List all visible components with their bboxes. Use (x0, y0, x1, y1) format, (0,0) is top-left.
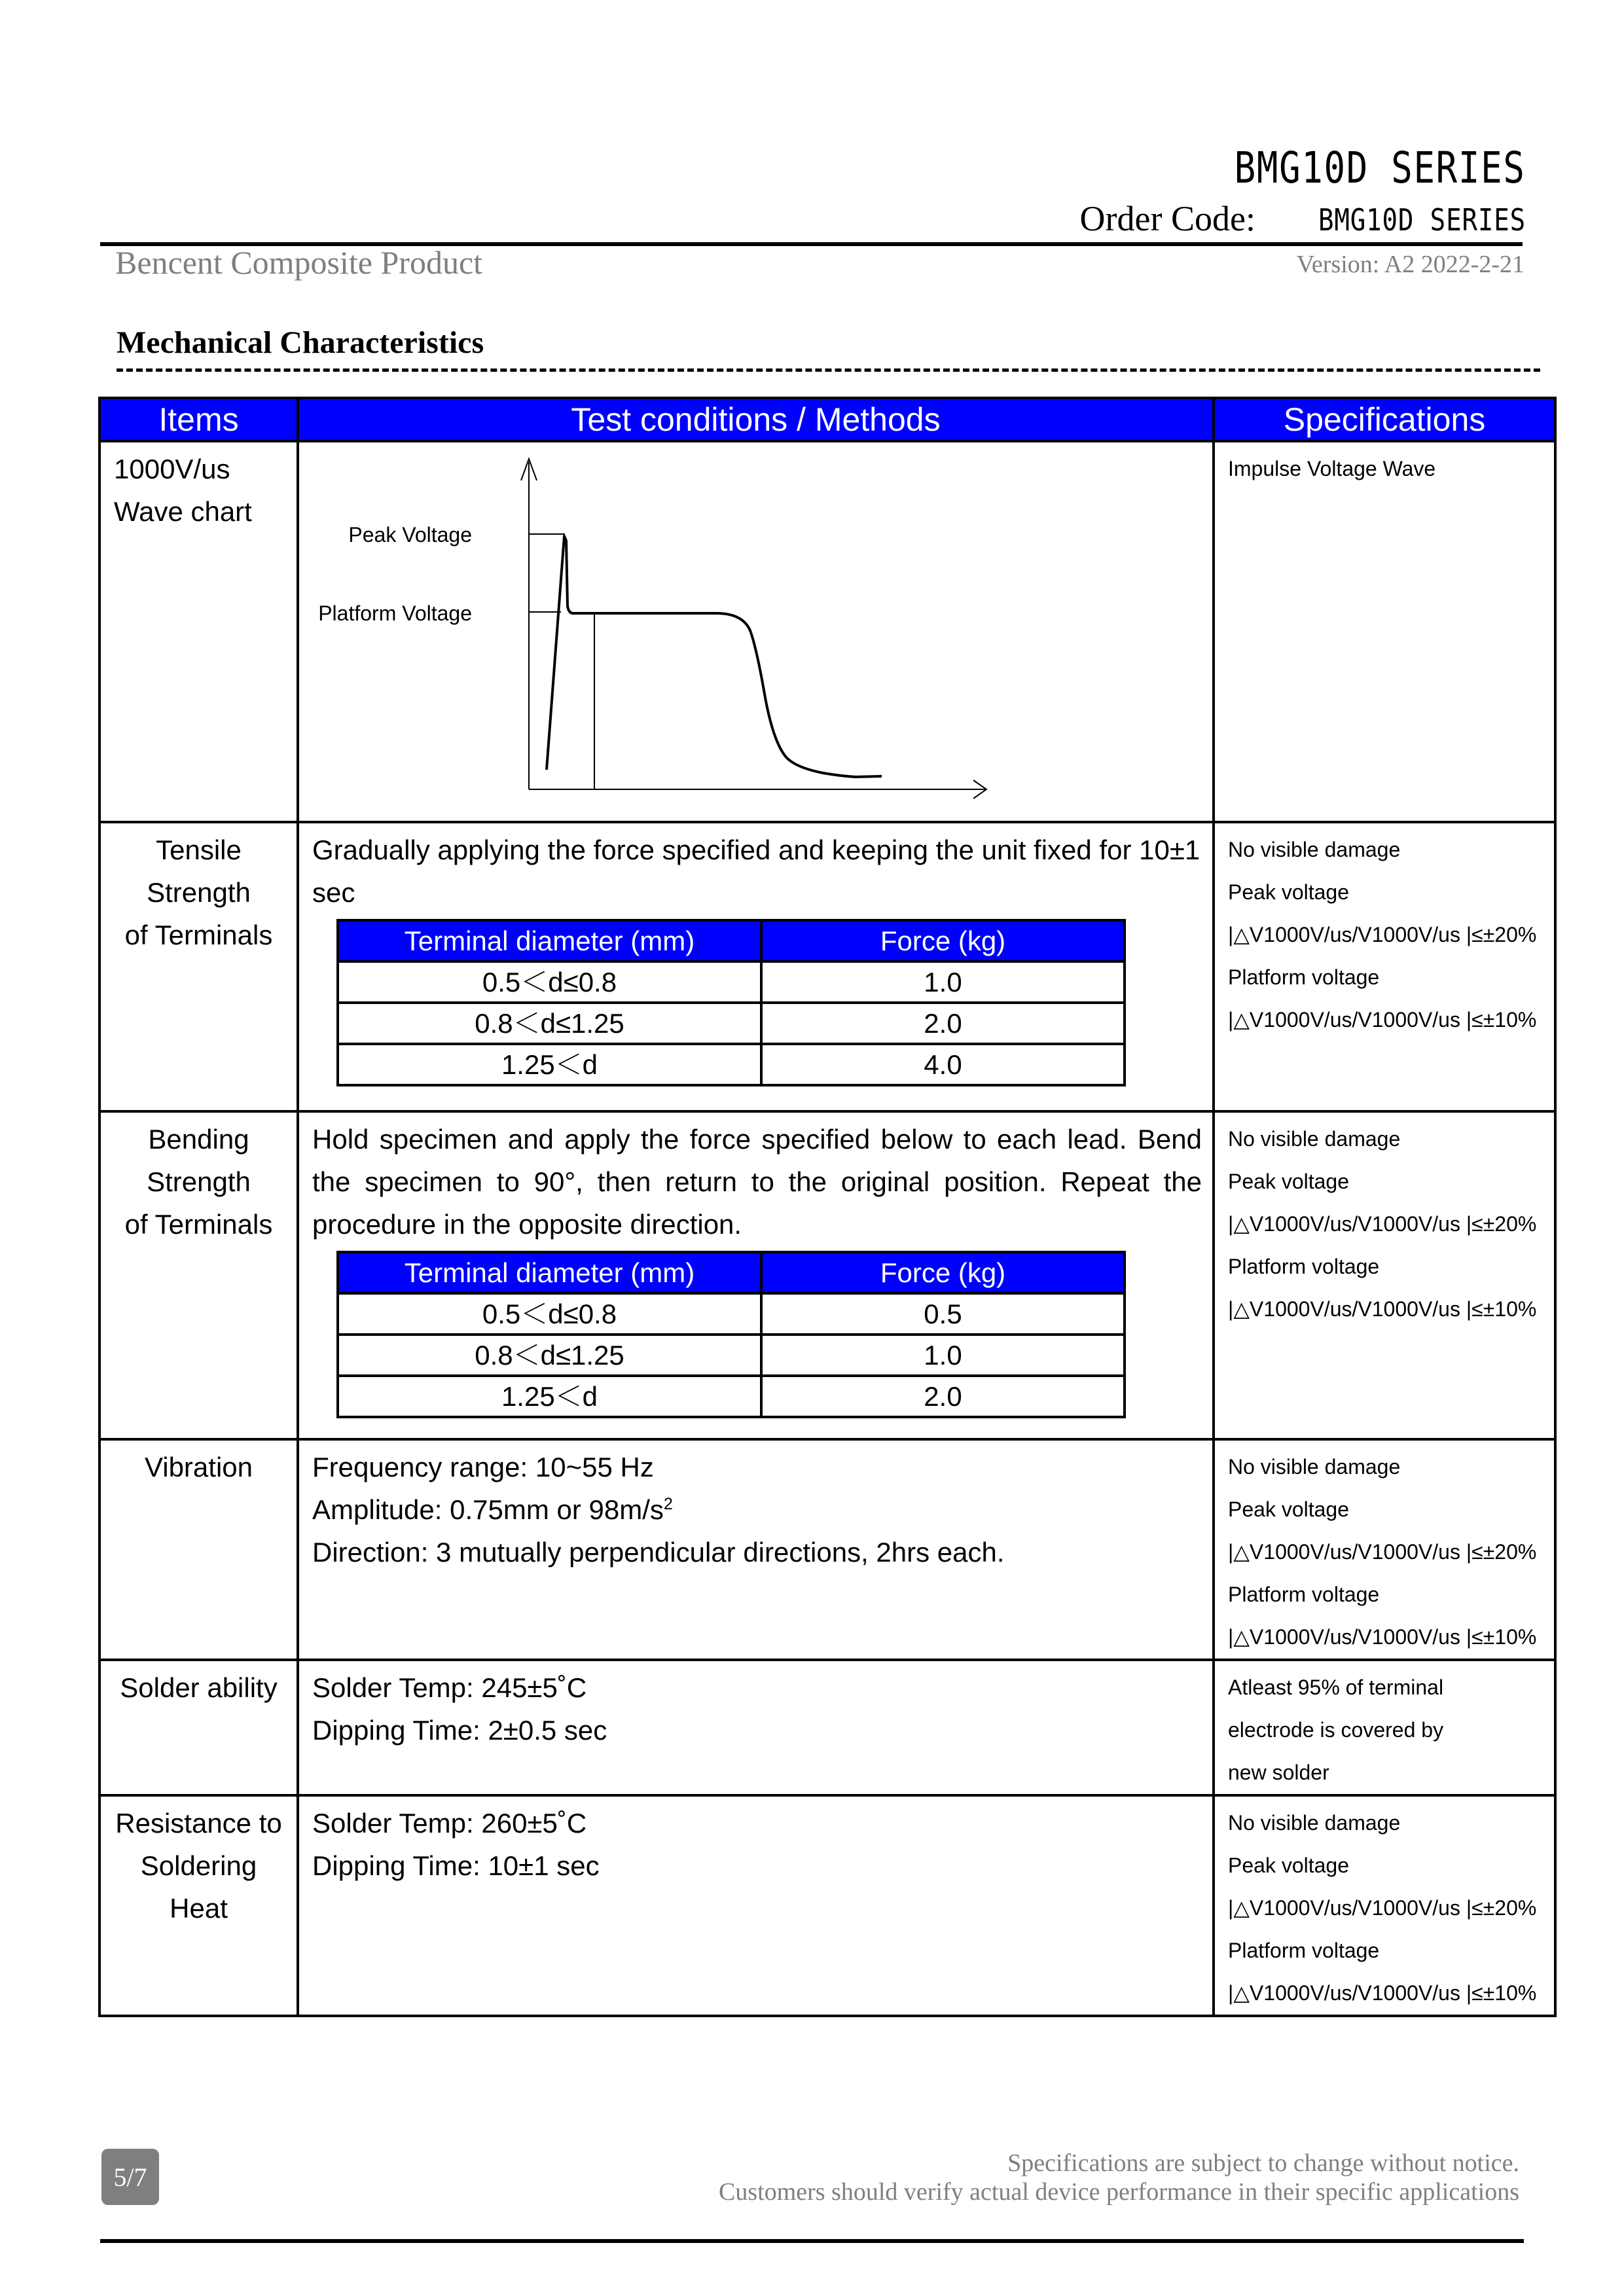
header-specifications: Specifications (1214, 398, 1555, 441)
item-line: Heat (170, 1893, 228, 1924)
spec-line: Platform voltage (1228, 1255, 1380, 1278)
force-header: Force (kg) (761, 1252, 1125, 1293)
item-line: of Terminals (124, 1209, 273, 1240)
item-line: Resistance to (115, 1808, 282, 1839)
amplitude-superscript: 2 (663, 1495, 673, 1513)
diameter-header: Terminal diameter (mm) (338, 920, 761, 961)
spec-cell (1214, 822, 1555, 1111)
test-cell (298, 822, 1214, 1111)
table-row-tensile-strength (99, 822, 1555, 1111)
spec-line: |△V1000V/us/V1000V/us |≤±20% (1228, 1540, 1537, 1564)
spec-line: Peak voltage (1228, 1498, 1350, 1521)
order-code-label: Order Code: (1079, 199, 1255, 238)
table-row-solder-ability (99, 1660, 1555, 1795)
spec-line: Impulse Voltage Wave (1228, 457, 1436, 480)
spec-line: No visible damage (1228, 1811, 1401, 1835)
force-value: 0.5 (761, 1293, 1125, 1335)
section-title: Mechanical Characteristics (117, 325, 484, 360)
item-line: Solder ability (120, 1672, 278, 1703)
spec-cell (1214, 1660, 1555, 1795)
test-line: Solder Temp: 260±5˚C (312, 1808, 587, 1839)
item-line: Wave chart (114, 496, 252, 527)
test-cell (298, 1111, 1214, 1439)
series-title: BMG10D SERIES (1235, 143, 1526, 193)
force-table-row (338, 1376, 1125, 1417)
peak-voltage-label: Peak Voltage (348, 523, 472, 547)
table-row-vibration (99, 1439, 1555, 1660)
version-label: Version: A2 2022-2-21 (1296, 251, 1525, 278)
item-line: Vibration (144, 1452, 253, 1482)
force-value: 2.0 (761, 1003, 1125, 1044)
spec-line: |△V1000V/us/V1000V/us |≤±10% (1228, 1008, 1537, 1031)
spec-line: |△V1000V/us/V1000V/us |≤±10% (1228, 1297, 1537, 1321)
table-row-bending-strength (99, 1111, 1555, 1439)
test-line: Dipping Time: 2±0.5 sec (312, 1715, 607, 1746)
force-table-row (338, 1044, 1125, 1085)
table-header-row (99, 398, 1555, 441)
spec-line: Platform voltage (1228, 1583, 1380, 1606)
test-cell (298, 1439, 1214, 1660)
mechanical-characteristics-table (98, 397, 1557, 2017)
diameter-value: 0.8＜d≤1.25 (338, 1335, 761, 1376)
test-cell (298, 1660, 1214, 1795)
test-line (312, 1488, 1202, 1531)
force-table-row (338, 961, 1125, 1003)
item-line: of Terminals (124, 920, 273, 950)
force-value: 1.0 (761, 961, 1125, 1003)
spec-line: Platform voltage (1228, 1939, 1380, 1962)
bending-force-table (336, 1251, 1126, 1418)
header-items: Items (99, 398, 298, 441)
test-line: Dipping Time: 10±1 sec (312, 1850, 600, 1881)
spec-line: |△V1000V/us/V1000V/us |≤±10% (1228, 1625, 1537, 1649)
diameter-value: 1.25＜d (338, 1044, 761, 1085)
footer-rule (100, 2239, 1524, 2243)
spec-line: |△V1000V/us/V1000V/us |≤±20% (1228, 923, 1537, 946)
platform-voltage-label: Platform Voltage (318, 601, 472, 625)
force-table-header (338, 920, 1125, 961)
force-header: Force (kg) (761, 920, 1125, 961)
item-cell (99, 1439, 298, 1660)
force-table-row (338, 1293, 1125, 1335)
test-line: Solder Temp: 245±5˚C (312, 1672, 587, 1703)
page-number-badge: 5/7 (101, 2149, 159, 2205)
item-cell (99, 1111, 298, 1439)
item-line: Strength (147, 1166, 251, 1197)
spec-line: |△V1000V/us/V1000V/us |≤±10% (1228, 1981, 1537, 2005)
order-code-value: BMG10D SERIES (1318, 202, 1526, 238)
item-line: Bending (148, 1124, 249, 1155)
section-divider (117, 368, 1540, 372)
diameter-value: 0.8＜d≤1.25 (338, 1003, 761, 1044)
wave-chart (299, 442, 1212, 816)
table-row-resistance-soldering-heat (99, 1795, 1555, 2016)
spec-line: Peak voltage (1228, 1854, 1350, 1877)
test-cell (298, 1795, 1214, 2016)
footer-note-line: Customers should verify actual device performance in their specific applications (719, 2178, 1519, 2206)
diameter-value: 1.25＜d (338, 1376, 761, 1417)
spec-line: No visible damage (1228, 1455, 1401, 1479)
force-value: 4.0 (761, 1044, 1125, 1085)
spec-line: Atleast 95% of terminal (1228, 1676, 1444, 1699)
spec-line: No visible damage (1228, 1127, 1401, 1151)
table-row-wave-chart (99, 441, 1555, 822)
force-table-row (338, 1003, 1125, 1044)
footer-note-line: Specifications are subject to change without notice. (1007, 2149, 1519, 2177)
spec-cell (1214, 1439, 1555, 1660)
voltage-wave-line (547, 536, 882, 777)
wave-chart-svg (299, 442, 1215, 816)
spec-line: Peak voltage (1228, 880, 1350, 904)
spec-cell (1214, 1795, 1555, 2016)
spec-line: electrode is covered by (1228, 1718, 1444, 1742)
diameter-header: Terminal diameter (mm) (338, 1252, 761, 1293)
item-line: Strength (147, 877, 251, 908)
spec-line: No visible damage (1228, 838, 1401, 861)
spec-line: |△V1000V/us/V1000V/us |≤±20% (1228, 1212, 1537, 1236)
order-code (1080, 198, 1526, 239)
header-test-conditions: Test conditions / Methods (298, 398, 1214, 441)
amplitude-text: Amplitude: 0.75mm or 98m/s (312, 1494, 664, 1525)
test-line: Frequency range: 10~55 Hz (312, 1452, 654, 1482)
item-line: Soldering (140, 1850, 257, 1881)
item-line: Tensile (156, 834, 242, 865)
spec-line: |△V1000V/us/V1000V/us |≤±20% (1228, 1896, 1537, 1920)
diameter-value: 0.5＜d≤0.8 (338, 961, 761, 1003)
force-value: 1.0 (761, 1335, 1125, 1376)
item-line: 1000V/us (114, 454, 230, 484)
spec-line: Peak voltage (1228, 1170, 1350, 1193)
diameter-value: 0.5＜d≤0.8 (338, 1293, 761, 1335)
force-table-row (338, 1335, 1125, 1376)
spec-line: new solder (1228, 1761, 1329, 1784)
test-description: Gradually applying the force specified and keeping the unit fixed for 10±1 sec (312, 834, 1200, 908)
test-description: Hold specimen and apply the force specified below to each lead. Bend the specimen to 90°, then return to the original position. Repeat the procedure in the opposite direction. (312, 1124, 1202, 1240)
force-table-header (338, 1252, 1125, 1293)
wave-chart-cell (298, 441, 1214, 822)
item-cell (99, 441, 298, 822)
spec-cell (1214, 1111, 1555, 1439)
item-cell (99, 822, 298, 1111)
tensile-force-table (336, 919, 1126, 1086)
spec-cell (1214, 441, 1555, 822)
item-cell (99, 1795, 298, 2016)
item-cell (99, 1660, 298, 1795)
company-name: Bencent Composite Product (115, 244, 483, 281)
force-value: 2.0 (761, 1376, 1125, 1417)
test-line: Direction: 3 mutually perpendicular directions, 2hrs each. (312, 1537, 1005, 1568)
footer-disclaimer (719, 2149, 1519, 2206)
spec-line: Platform voltage (1228, 965, 1380, 989)
